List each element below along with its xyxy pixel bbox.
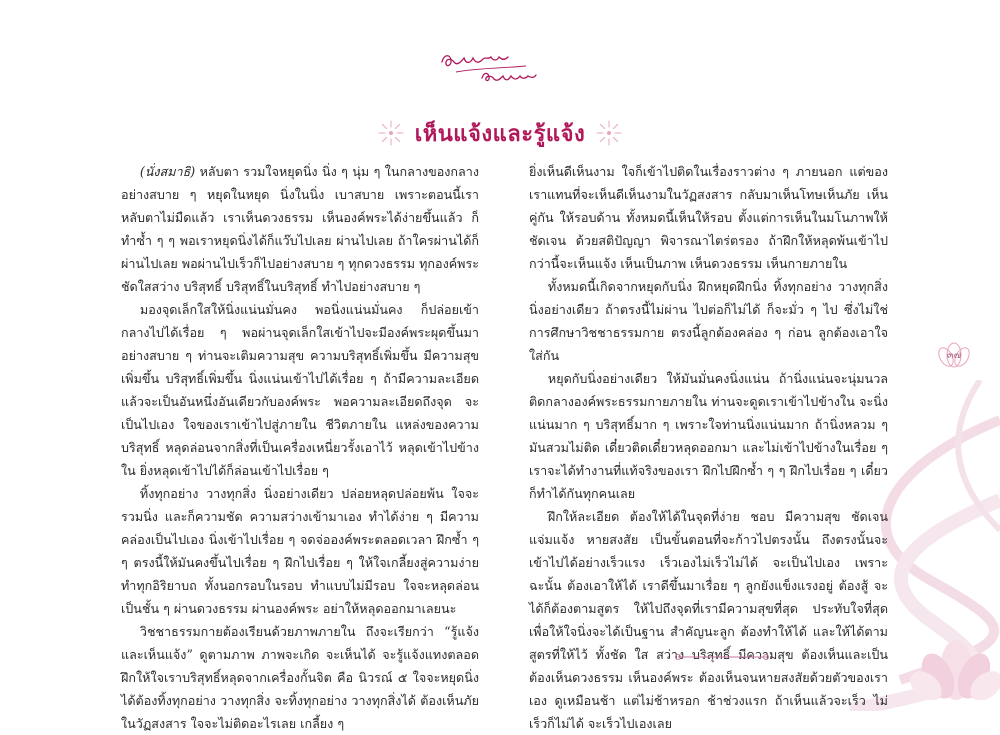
lotus-decoration [886,600,1000,700]
title-row [0,118,1000,148]
paragraph: ยิ่งเห็นดีเห็นงาม ใจก็เข้าไปติดในเรื่องราวต่าง ๆ ภายนอก แต่ของเราแทนที่จะเห็นดีเห็นงามในวัฏสงสาร กลับมาเห็นโทษเห็นภัย เห็นคู่กัน ให้รอบด้าน ทั้งหมดนี้เห็นให้รอบ ตั้งแต่การเห็นในมโนภาพให้ชัดเจน ด้วยสติปัญญา พิจารณาไตร่ตรอง ถ้าฝึกให้หลุดพ้นเข้าไปกว่านี้จะเห็นแจ้ง เห็นเป็นภาพ เห็นดวงธรรม เห็นกายภายใน [529,164,888,271]
sunburst-icon [595,119,623,147]
sunburst-icon [377,119,405,147]
paragraph: วิชชาธรรมกายต้องเรียนด้วยภาพภายใน ถึงจะเรียกว่า “รู้แจ้งและเห็นแจ้ง” ดูตามภาพ ภาพจะเกิด จะเห็นได้ จะรู้แจ้งแทงตลอด ฝึกให้ใจเราบริสุทธิ์หลุดจากเครื่องกั้นจิต คือ นิวรณ์ ๕ ใจจะหยุดนิ่งได้ต้องทิ้งทุกอย่าง วางทุกสิ่ง จะทิ้งทุกอย่าง วางทุกสิ่งได้ ต้องเห็นภัยในวัฏสงสาร ใจจะไม่ติดอะไรเลย เกลี้ยง ๆ [121,624,479,731]
paragraph: ฝึกให้ละเอียด ต้องให้ได้ในจุดที่ง่าย ชอบ มีความสุข ชัดเจน แจ่มแจ้ง หายสงสัย เป็นขั้นตอนที่จะก้าวไปตรงนั้น ถึงตรงนั้นจะเข้าไปได้อย่างเร็วแรง เร็วเองไม่เร็วไม่ได้ จะเป็นไปเอง เพราะฉะนั้น ต้องเอาให้ได้ เราดีขึ้นมาเรื่อย ๆ ลูกยังแข็งแรงอยู่ ต้องสู้ จะได้ก็ต้องตามสูตร ให้ไปถึงจุดที่เรามีความสุขที่สุด ประทับใจที่สุด เพื่อให้ใจนิ่งจะได้เป็นฐาน สำคัญนะลูก ต้องทำให้ได้ และให้ได้ตามสูตรที่ให้ไว้ ทั้งชัด ใส สว่าง บริสุทธิ์ มีความสุข ต้องเห็นและเป็น ต้องเห็นดวงธรรม เห็นองค์พระ ต้องเห็นจนหายสงสัยด้วยตัวของเราเอง ดูเหมือนช้า แต่ไม่ช้าหรอก ช้าช่วงแรก ถ้าเห็นแล้วจะเร็ว ไม่เร็วก็ไม่ได้ จะเร็วไปเองเลย [529,509,888,731]
right-text-column [529,160,888,735]
paragraph [121,160,479,298]
page-number-text: ๓๗ [946,349,962,361]
paragraph: ทิ้งทุกอย่าง วางทุกสิ่ง นิ่งอย่างเดียว ปล่อยหลุดปล่อยพ้น ใจจะรวมนิ่ง และก็ความชัด ความสว่างเข้ามาเอง ทำได้ง่าย ๆ มีความคล่องเป็นไปเอง นิ่งเข้าไปเรื่อย ๆ จดจ่อองค์พระตลอดเวลา ฝึกซ้ำ ๆ ๆ ตรงนี้ให้มันคงขึ้นไปเรื่อย ๆ ฝึกไปเรื่อย ๆ ให้ใจเกลี้ยงสู่ความง่าย ทำทุกอิริยาบถ ทั้งนอกรอบในรอบ ทำแบบไม่มีรอบ ใจจะหลุดล่อนเป็นชั้น ๆ ผ่านดวงธรรม ผ่านองค์พระ อย่าให้หลุดออกมาเลยนะ [121,486,479,616]
left-text-column [121,160,479,735]
page-number [936,340,972,370]
footer-line-ornament [672,650,772,664]
paragraph: ทั้งหมดนี้เกิดจากหยุดกับนิ่ง ฝึกหยุดฝึกนิ่ง ทิ้งทุกอย่าง วางทุกสิ่ง นิ่งอย่างเดียว ถ้าตรงนี้ไม่ผ่าน ไปต่อก็ไม่ได้ ก็จะมั่ว ๆ ไป ซึ่งไม่ใช่การศึกษาวิชชาธรรมกาย ตรงนี้ลูกต้องคล่อง ๆ ก่อน ลูกต้องเอาใจใส่กัน [529,279,888,363]
handwritten-signature [436,40,556,86]
paragraph: หยุดกับนิ่งอย่างเดียว ให้มันมั่นคงนิ่งแน่น ถ้านิ่งแน่นจะนุ่มนวล ติดกลางองค์พระธรรมกายภายใน ท่านจะดูดเราเข้าไปข้างใน จะนิ่งแน่นมาก ๆ บริสุทธิ์มาก ๆ เพราะใจท่านนิ่งแน่นมาก ถ้านิ่งหลวม ๆ มันสวมไม่ติด เดี๋ยวติดเดี๋ยวหลุดออกมา และไม่เข้าไปข้างในเรื่อย ๆ เราจะได้ทำงานที่แท้จริงของเรา ฝึกไปฝึกซ้ำ ๆ ๆ ฝึกไปเรื่อย ๆ เดี๋ยวก็ทำได้กันทุกคนเลย [529,371,888,501]
page-title: เห็นแจ้งและรู้แจ้ง [414,121,586,147]
paragraph-lead: (นั่งสมาธิ) [139,164,196,179]
paragraph-text: หลับตา รวมใจหยุดนิ่ง นิ่ง ๆ นุ่ม ๆ ในกลางของกลางอย่างสบาย ๆ หยุดในหยุด นิ่งในนิ่ง เบาสบาย เพราะตอนนี้เราหลับตาไม่มืดแล้ว เราเห็นดวงธรรม เห็นองค์พระได้ง่ายขึ้นแล้ว ก็ทำซ้ำ ๆ ๆ พอเราหยุดนิ่งได้ก็แว๊บไปเลย ผ่านไปเลย ถ้าใครผ่านได้ก็ผ่านไปเลย พอผ่านไปเร็วก็ไปอย่างสบาย ๆ ทุกดวงธรรม ทุกองค์พระ ชัดใสสว่าง บริสุทธิ์ บริสุทธิ์ในบริสุทธิ์ ทำไปอย่างสบาย ๆ [121,164,479,294]
paragraph: มองจุดเล็กใสให้นิ่งแน่นมั่นคง พอนิ่งแน่นมั่นคง ก็ปล่อยเข้ากลางไปได้เรื่อย ๆ พอผ่านจุดเล็กใสเข้าไปจะมีองค์พระผุดขึ้นมาอย่างสบาย ๆ ท่านจะเติมความสุข ความบริสุทธิ์เพิ่มขึ้น มีความสุขเพิ่มขึ้น บริสุทธิ์เพิ่มขึ้น นิ่งแน่นเข้าไปได้เรื่อย ๆ ถ้ามีความละเอียดแล้วจะเป็นอันหนึ่งอันเดียวกับองค์พระ พอความละเอียดถึงจุด จะเป็นไปเอง ใจของเราเข้าไปสู่ภายใน ชีวิตภายใน แหล่งของความบริสุทธิ์ หลุดล่อนจากสิ่งที่เป็นเครื่องเหนี่ยวรั้งเอาไว้ หลุดเข้าไปข้างใน ยิ่งหลุดเข้าไปได้ก็ล่อนเข้าไปเรื่อย ๆ [121,302,479,478]
